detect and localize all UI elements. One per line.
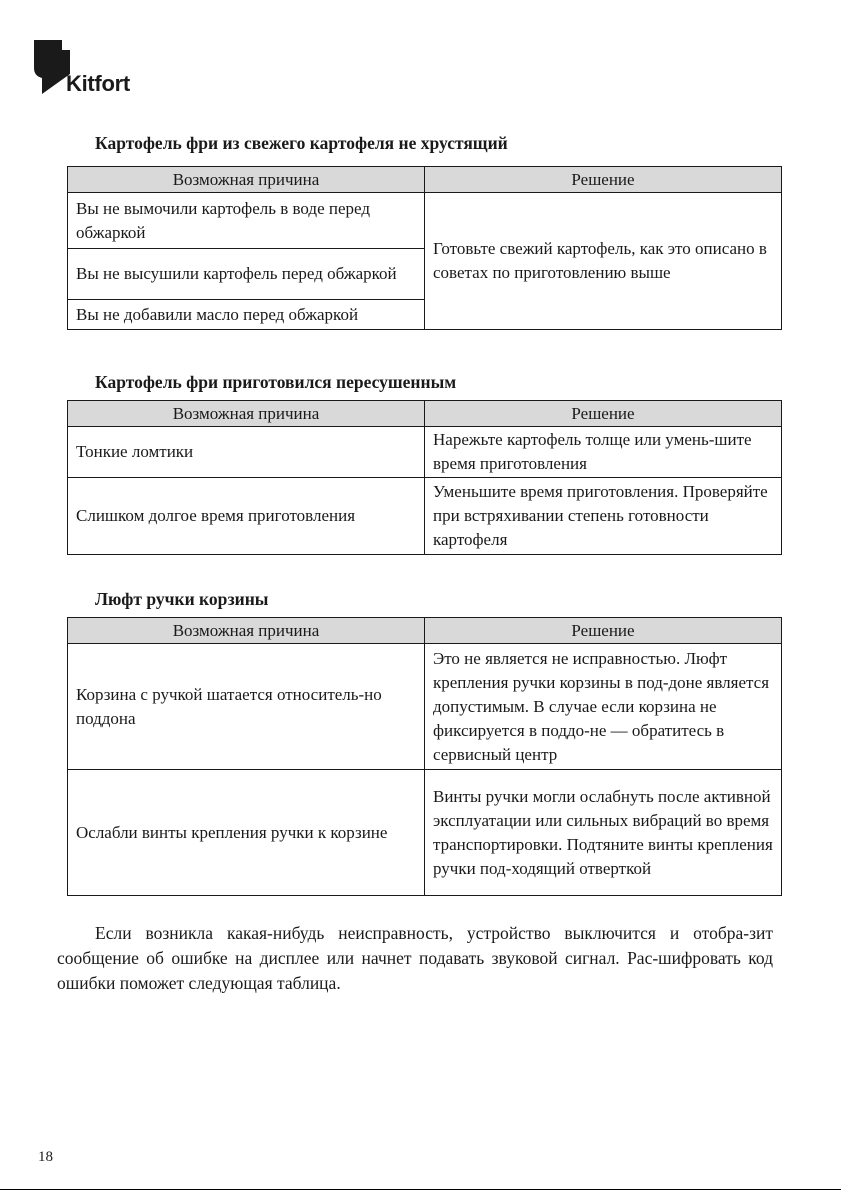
cause-header: Возможная причина: [68, 401, 425, 427]
page-number: 18: [38, 1149, 53, 1165]
section-2-title: Картофель фри приготовился пересушенным: [95, 372, 457, 392]
solution-header: Решение: [425, 401, 782, 427]
table-row: [68, 770, 782, 896]
section-3-table: [67, 617, 782, 896]
body-paragraph: Если возникла какая-нибудь неисправность, устройство выключится и отобра-зит сообщение об ошибке на дисплее или начнет подавать звуковой сигнал. Рас-шифровать код ошибки поможет следующая таблица.: [57, 923, 773, 993]
section-1-table: [67, 166, 782, 330]
error-code-intro: [57, 921, 773, 996]
page-bottom-rule: [0, 1189, 841, 1190]
table-row: [68, 427, 782, 478]
brand-logo: [34, 40, 144, 96]
section-2-table: [67, 400, 782, 555]
cause-cell: Ослабли винты крепления ручки к корзине: [68, 770, 425, 896]
cause-cell: Вы не вымочили картофель в воде перед обжаркой: [68, 193, 425, 249]
section-1-title: Картофель фри из свежего картофеля не хрустящий: [95, 133, 508, 153]
table-row: [68, 193, 782, 249]
solution-header: Решение: [425, 167, 782, 193]
solution-cell: Готовьте свежий картофель, как это описано в советах по приготовлению выше: [425, 193, 782, 330]
table-row: [68, 478, 782, 555]
cause-cell: Вы не добавили масло перед обжаркой: [68, 300, 425, 330]
cause-header: Возможная причина: [68, 167, 425, 193]
logo-mark-icon: [34, 40, 70, 94]
brand-name: Kitfort: [66, 71, 130, 96]
cause-cell: Тонкие ломтики: [68, 427, 425, 478]
solution-header: Решение: [425, 618, 782, 644]
cause-header: Возможная причина: [68, 618, 425, 644]
table-row: [68, 644, 782, 770]
solution-cell: Винты ручки могли ослабнуть после активной эксплуатации или сильных вибраций во время транспортировки. Подтяните винты крепления ручки под-ходящий отверткой: [425, 770, 782, 896]
cause-cell: Вы не высушили картофель перед обжаркой: [68, 249, 425, 300]
section-3-title: Люфт ручки корзины: [95, 589, 269, 609]
solution-cell: Это не является не исправностью. Люфт крепления ручки корзины в под-доне является допустимым. В случае если корзина не фиксируется в поддо-не — обратитесь в сервисный центр: [425, 644, 782, 770]
cause-cell: Слишком долгое время приготовления: [68, 478, 425, 555]
solution-cell: Уменьшите время приготовления. Проверяйте при встряхивании степень готовности картофеля: [425, 478, 782, 555]
solution-cell: Нарежьте картофель толще или умень-шите время приготовления: [425, 427, 782, 478]
cause-cell: Корзина с ручкой шатается относитель-но поддона: [68, 644, 425, 770]
